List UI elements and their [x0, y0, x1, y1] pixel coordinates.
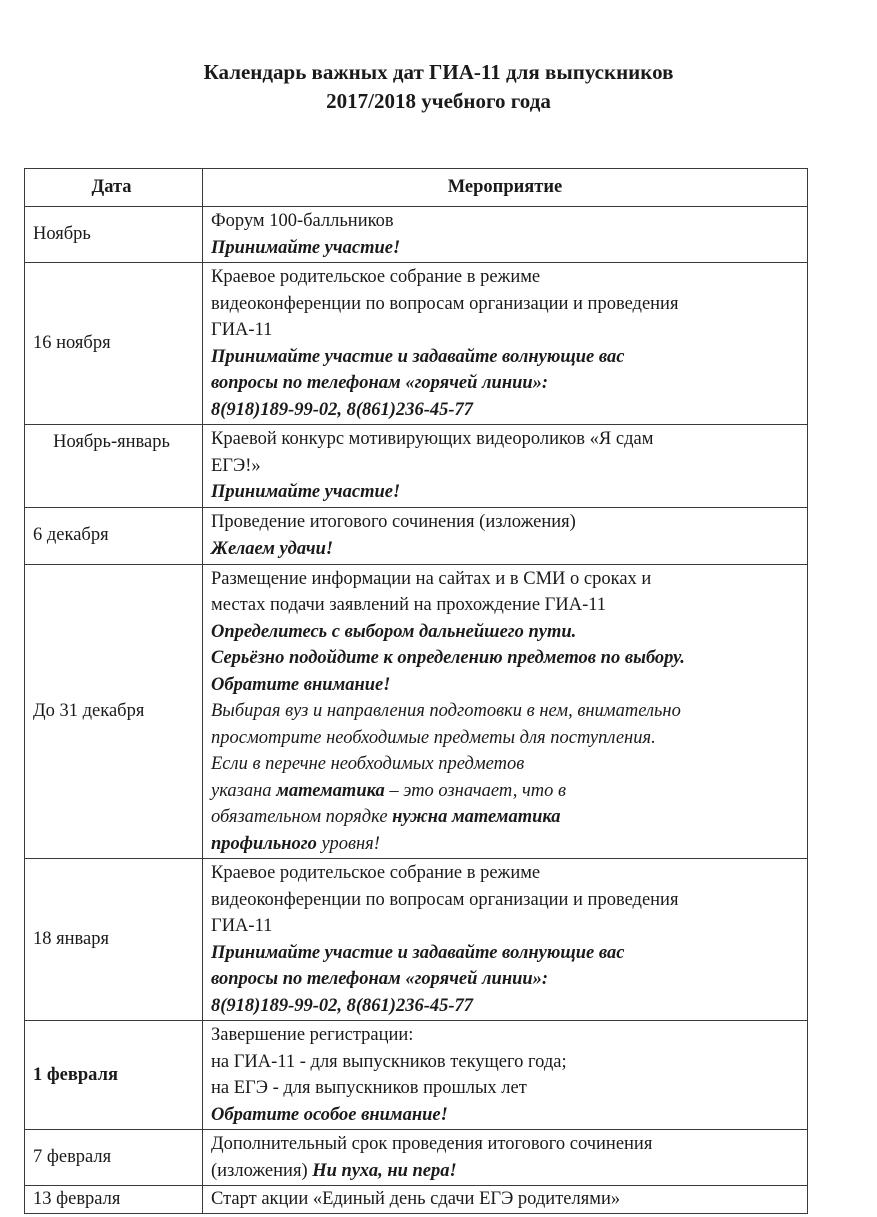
event-note: Выбирая вуз и направления подготовки в нем, внимательно [211, 701, 681, 721]
header-date: Дата [25, 169, 203, 207]
table-row [25, 1021, 808, 1130]
row-date: 6 декабря [25, 507, 203, 564]
row-date: Ноябрь [25, 207, 203, 263]
event-callout: Принимайте участие! [211, 237, 401, 258]
row-date: Ноябрь-январь [25, 425, 203, 508]
event-text: Форум 100-балльников [211, 211, 394, 231]
title-line-1: Календарь важных дат ГИА-11 для выпускников [203, 60, 674, 84]
note-part: – это означает, что в [384, 780, 567, 801]
event-note [211, 831, 801, 858]
row-event [203, 859, 808, 1021]
event-note [211, 804, 801, 831]
event-callout: Определитесь с выбором дальнейшего пути. [211, 621, 577, 642]
event-text: ЕГЭ!» [211, 455, 261, 476]
note-emphasis: нужна математика [392, 807, 561, 827]
event-text: местах подачи заявлений на прохождение ГИА-11 [211, 595, 607, 615]
event-text: на ГИА-11 - для выпускников текущего года; [211, 1051, 567, 1072]
note-part: обязательном порядке [211, 807, 393, 827]
event-text-part: (изложения) [211, 1160, 313, 1181]
event-callout: вопросы по телефонам «горячей линии»: [211, 969, 549, 989]
row-event [203, 1186, 808, 1214]
hotline-phones: 8(918)189-99-02, 8(861)236-45-77 [211, 399, 474, 420]
row-event [203, 425, 808, 508]
note-emphasis: математика [276, 780, 385, 801]
event-callout: Обратите внимание! [211, 674, 391, 695]
event-text: Краевой конкурс мотивирующих видеороликов «Я сдам [211, 429, 654, 449]
row-date: 7 февраля [25, 1130, 203, 1186]
title-line-2: 2017/2018 учебного года [326, 89, 551, 113]
event-callout: Желаем удачи! [211, 538, 334, 559]
header-event: Мероприятие [203, 169, 808, 207]
event-callout: Принимайте участие и задавайте волнующие вас [211, 346, 625, 367]
event-text [211, 1158, 801, 1185]
table-row [25, 207, 808, 263]
table-row [25, 1130, 808, 1186]
event-callout: Обратите особое внимание! [211, 1104, 448, 1125]
row-event [203, 1130, 808, 1186]
row-date: До 31 декабря [25, 564, 203, 859]
table-row [25, 859, 808, 1021]
table-row [25, 564, 808, 859]
event-text: Размещение информации на сайтах и в СМИ о сроках и [211, 568, 652, 589]
event-text: ГИА-11 [211, 320, 273, 340]
event-text: видеоконференции по вопросам организации и проведения [211, 889, 679, 910]
document-title [0, 58, 877, 116]
event-callout: Ни пуха, ни пера! [312, 1160, 457, 1181]
table-row [25, 263, 808, 425]
row-event [203, 564, 808, 859]
event-callout: вопросы по телефонам «горячей линии»: [211, 373, 549, 393]
events-table [24, 168, 808, 1214]
event-text: Завершение регистрации: [211, 1025, 414, 1045]
event-note [211, 778, 801, 805]
event-callout: Принимайте участие и задавайте волнующие вас [211, 942, 625, 963]
event-text: видеоконференции по вопросам организации и проведения [211, 293, 679, 314]
row-event [203, 507, 808, 564]
note-emphasis: профильного [211, 833, 317, 854]
table-row [25, 1186, 808, 1214]
event-text: ГИА-11 [211, 916, 273, 936]
table-header-row [25, 169, 808, 207]
hotline-phones: 8(918)189-99-02, 8(861)236-45-77 [211, 995, 474, 1016]
row-date: 16 ноября [25, 263, 203, 425]
row-event [203, 207, 808, 263]
event-text: Краевое родительское собрание в режиме [211, 267, 541, 287]
row-event [203, 1021, 808, 1130]
table-row [25, 425, 808, 508]
row-event [203, 263, 808, 425]
row-date: 18 января [25, 859, 203, 1021]
event-callout: Серьёзно подойдите к определению предметов по выбору. [211, 648, 685, 668]
event-text: Дополнительный срок проведения итогового сочинения [211, 1134, 653, 1154]
note-part: указана [211, 780, 277, 801]
row-date: 1 февраля [25, 1021, 203, 1130]
event-text: Краевое родительское собрание в режиме [211, 863, 541, 883]
event-callout: Принимайте участие! [211, 482, 401, 502]
row-date: 13 февраля [25, 1186, 203, 1214]
table-row [25, 507, 808, 564]
event-text: Старт акции «Единый день сдачи ЕГЭ родителями» [211, 1189, 621, 1209]
note-part: уровня! [316, 833, 380, 854]
event-text: на ЕГЭ - для выпускников прошлых лет [211, 1078, 527, 1098]
event-text: Проведение итогового сочинения (изложения) [211, 512, 576, 532]
event-note: просмотрите необходимые предметы для поступления. [211, 727, 656, 748]
event-note: Если в перечне необходимых предметов [211, 754, 525, 774]
